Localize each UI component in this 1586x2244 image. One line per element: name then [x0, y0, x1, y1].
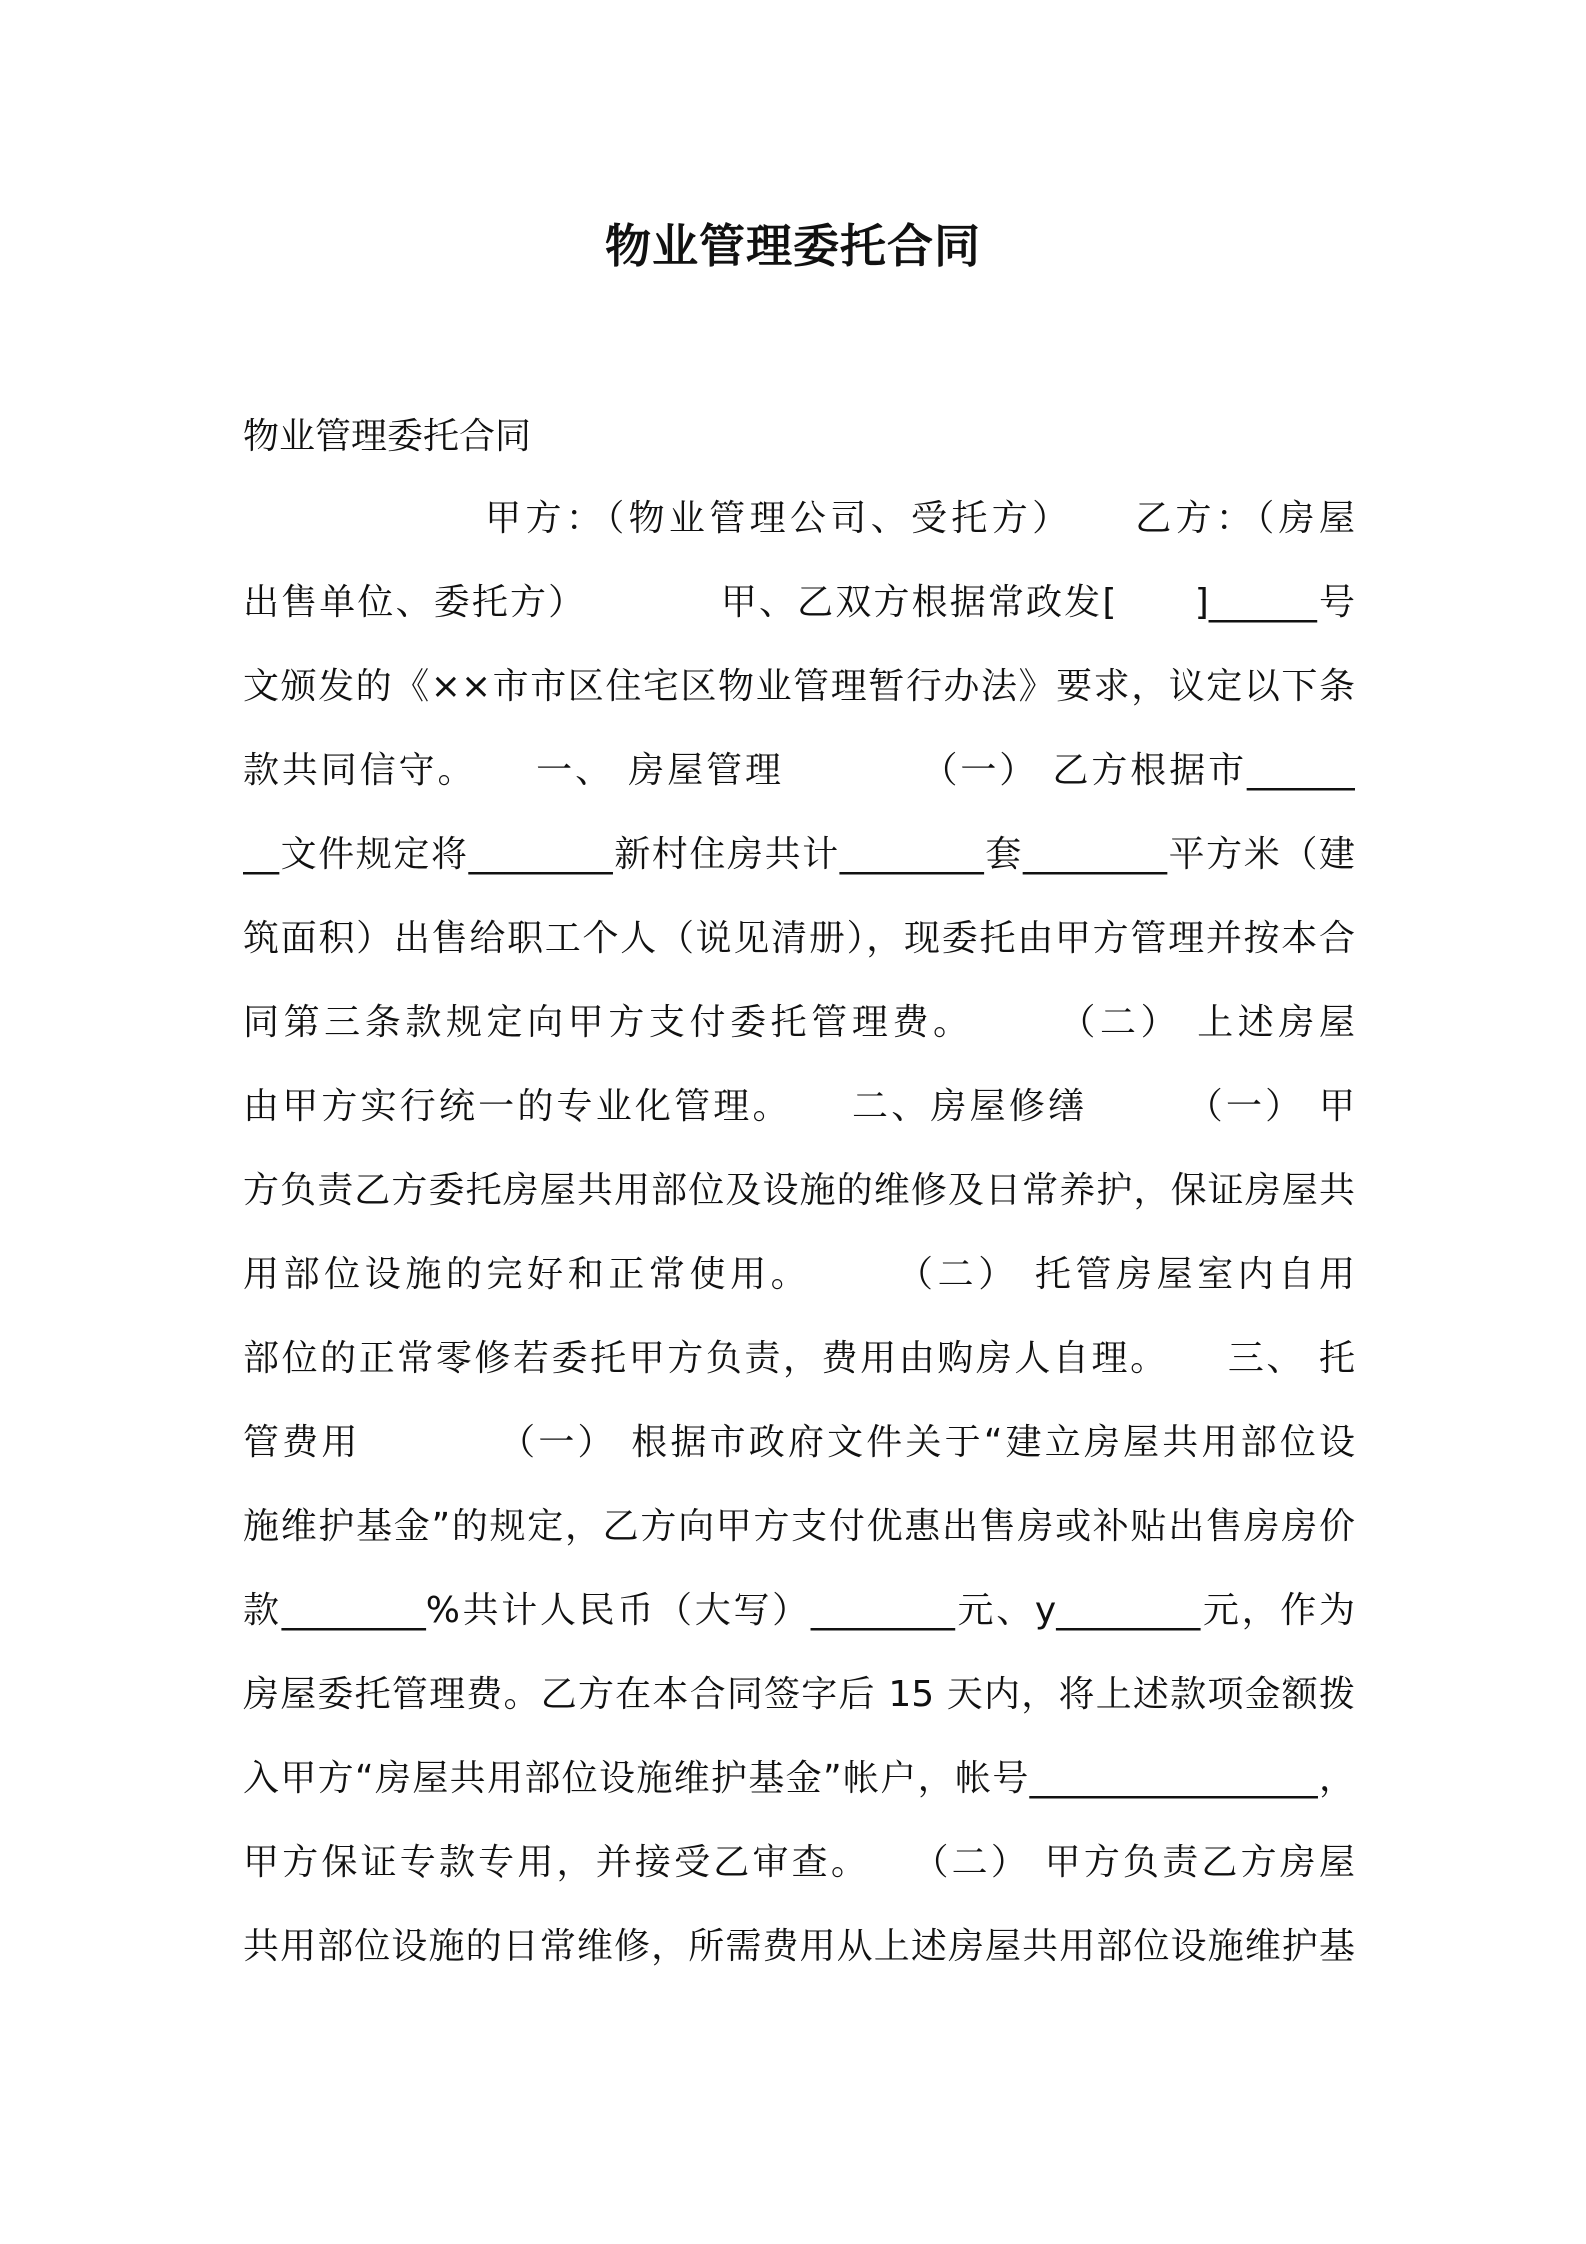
document-title: 物业管理委托合同: [605, 219, 981, 273]
body-line: 出售单位、委托方） 甲、乙双方根据常政发[ ]______号: [243, 582, 1355, 623]
body-line: 款共同信守。 一、 房屋管理 （一） 乙方根据市______: [243, 750, 1355, 791]
body-line: 用部位设施的完好和正常使用。 （二） 托管房屋室内自用: [243, 1254, 1355, 1295]
document-subtitle: 物业管理委托合同: [243, 416, 532, 457]
body-line: 共用部位设施的日常维修，所需费用从上述房屋共用部位设施维护基: [243, 1926, 1355, 1967]
body-line: 房屋委托管理费。乙方在本合同签字后 15 天内，将上述款项金额拨: [243, 1674, 1355, 1715]
body-line: 方负责乙方委托房屋共用部位及设施的维修及日常养护，保证房屋共: [243, 1170, 1355, 1211]
body-line: 入甲方“房屋共用部位设施维护基金”帐户，帐号________________，: [243, 1758, 1355, 1799]
body-line: 款________%共计人民币（大写）________元、y________元，作为: [243, 1590, 1355, 1631]
body-line: 施维护基金”的规定，乙方向甲方支付优惠出售房或补贴出售房房价: [243, 1506, 1355, 1547]
body-line: 甲方：（物业管理公司、受托方） 乙方：（房屋: [243, 498, 1355, 539]
body-line: 同第三条款规定向甲方支付委托管理费。 （二） 上述房屋: [243, 1002, 1355, 1043]
body-line: 管费用 （一） 根据市政府文件关于“建立房屋共用部位设: [243, 1422, 1355, 1463]
body-line: __文件规定将________新村住房共计________套________平方米（建: [243, 834, 1355, 875]
body-line: 文颁发的《××市市区住宅区物业管理暂行办法》要求，议定以下条: [243, 666, 1355, 707]
body-line: 由甲方实行统一的专业化管理。 二、房屋修缮 （一） 甲: [243, 1086, 1355, 1127]
body-line: 筑面积）出售给职工个人（说见清册），现委托由甲方管理并按本合: [243, 918, 1355, 959]
body-line: 甲方保证专款专用，并接受乙审查。 （二） 甲方负责乙方房屋: [243, 1842, 1355, 1883]
body-line: 部位的正常零修若委托甲方负责，费用由购房人自理。 三、 托: [243, 1338, 1355, 1379]
